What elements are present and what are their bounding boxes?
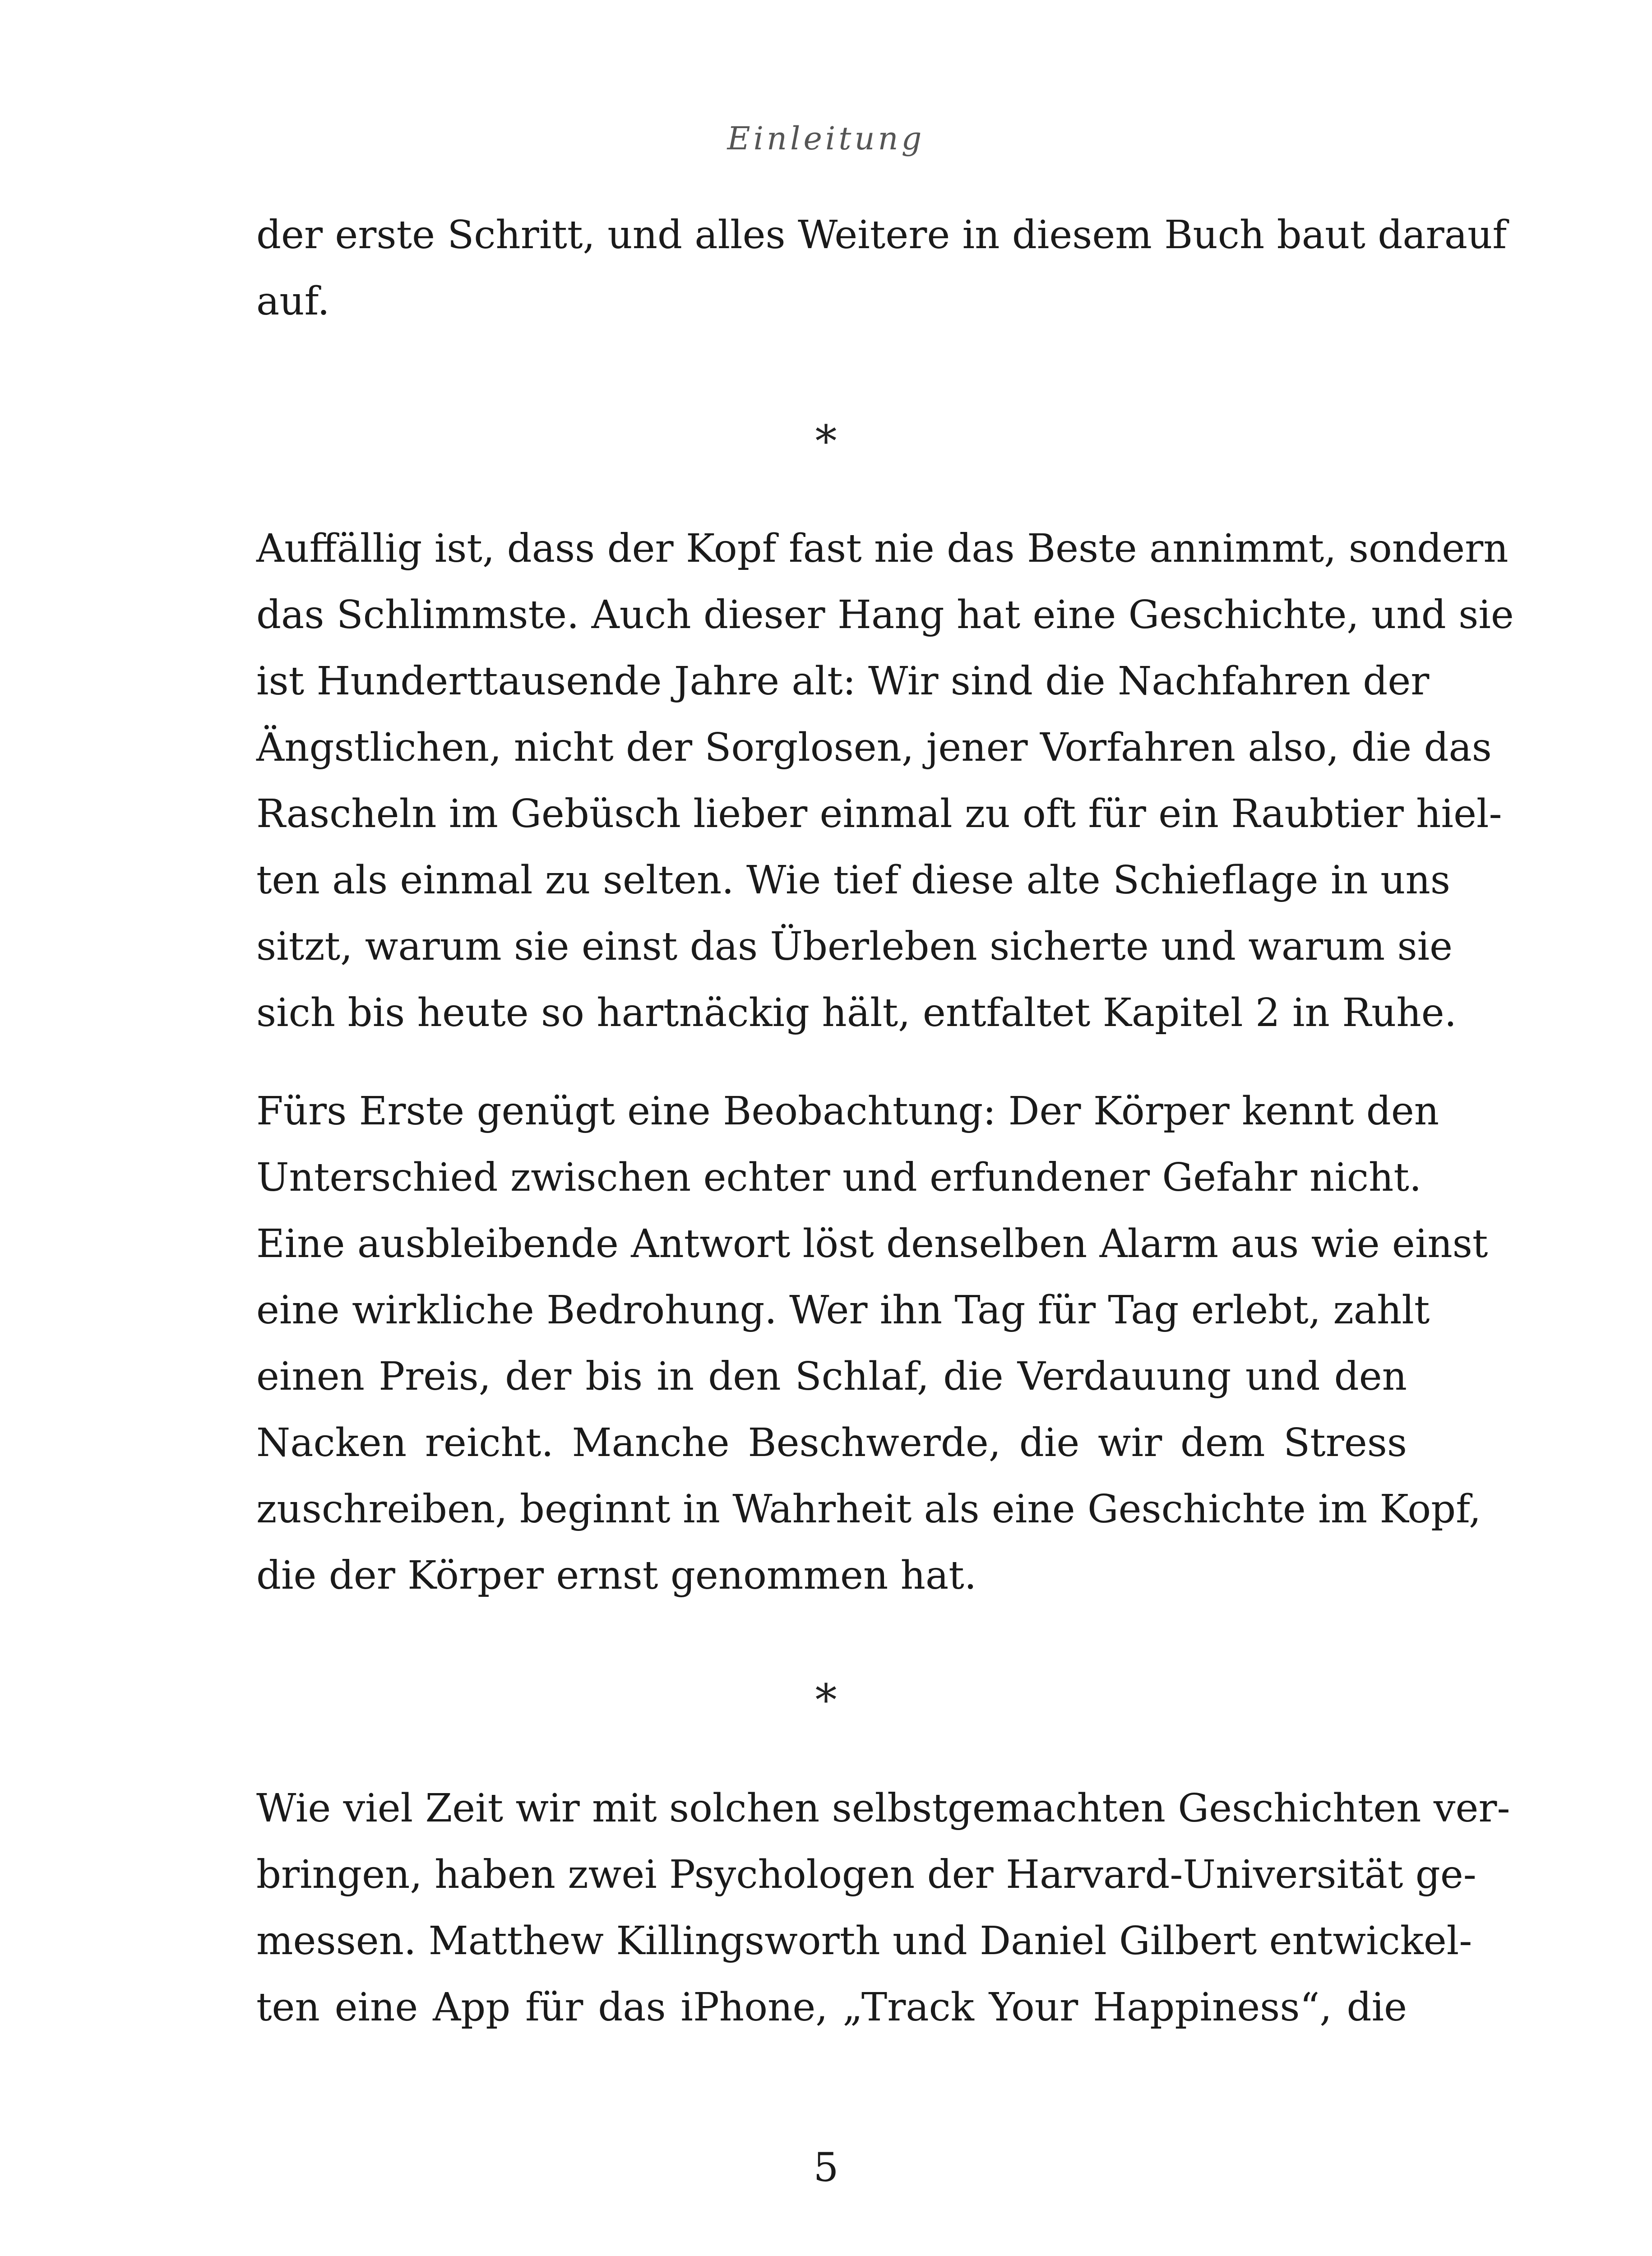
text-line: zuschreiben, beginnt in Wahrheit als eine Geschichte im Kopf,	[256, 1487, 1481, 1532]
text-line: messen. Matthew Killingsworth und Daniel Gilbert entwickel-	[256, 1919, 1472, 1964]
text-line: Wie viel Zeit wir mit solchen selbstgemachten Geschichten ver-	[256, 1786, 1510, 1831]
text-line: die der Körper ernst genommen hat.	[256, 1553, 977, 1598]
text-line: Unterschied zwischen echter und erfundener Gefahr nicht.	[256, 1155, 1422, 1200]
running-head: Einleitung	[727, 120, 925, 157]
text-line: Ängstlichen, nicht der Sorglosen, jener Vorfahren also, die das	[256, 725, 1492, 770]
paragraph	[256, 1078, 1488, 1609]
text-line: ten als einmal zu selten. Wie tief diese alte Schieflage in uns	[256, 858, 1451, 903]
text-line: ist Hunderttausende Jahre alt: Wir sind die Nachfahren der	[256, 659, 1430, 704]
text-line: das Schlimmste. Auch dieser Hang hat eine Geschichte, und sie	[256, 592, 1514, 638]
section-separator: ⁎	[815, 1661, 837, 1712]
text-line: Nacken reicht. Manche Beschwerde, die wir dem Stress	[256, 1420, 1407, 1465]
text-line: Rascheln im Gebüsch lieber einmal zu oft für ein Raubtier hiel-	[256, 791, 1502, 837]
text-line: ten eine App für das iPhone, „Track Your Happiness“, die	[256, 1985, 1407, 2030]
text-line: eine wirkliche Bedrohung. Wer ihn Tag für Tag erlebt, zahlt	[256, 1288, 1430, 1333]
text-line: einen Preis, der bis in den Schlaf, die Verdauung und den	[256, 1354, 1407, 1399]
paragraph	[256, 516, 1514, 1046]
text-line: bringen, haben zwei Psychologen der Harvard-Universität ge-	[256, 1852, 1476, 1897]
section-separator: ⁎	[815, 402, 837, 453]
text-line: Fürs Erste genügt eine Beobachtung: Der Körper kennt den	[256, 1089, 1439, 1134]
text-line: sich bis heute so hartnäckig hält, entfaltet Kapitel 2 in Ruhe.	[256, 990, 1457, 1036]
paragraph	[256, 1775, 1510, 2041]
page-number: 5	[813, 2144, 839, 2191]
paragraph-continuation	[256, 202, 1507, 335]
text-line: Eine ausbleibende Antwort löst denselben Alarm aus wie einst	[256, 1221, 1488, 1267]
text-line: Auffällig ist, dass der Kopf fast nie das Beste annimmt, sondern	[256, 526, 1509, 571]
text-line: sitzt, warum sie einst das Überleben sicherte und warum sie	[256, 924, 1453, 969]
text-line: der erste Schritt, und alles Weitere in diesem Buch baut darauf	[256, 213, 1507, 258]
text-line: auf.	[256, 279, 330, 324]
